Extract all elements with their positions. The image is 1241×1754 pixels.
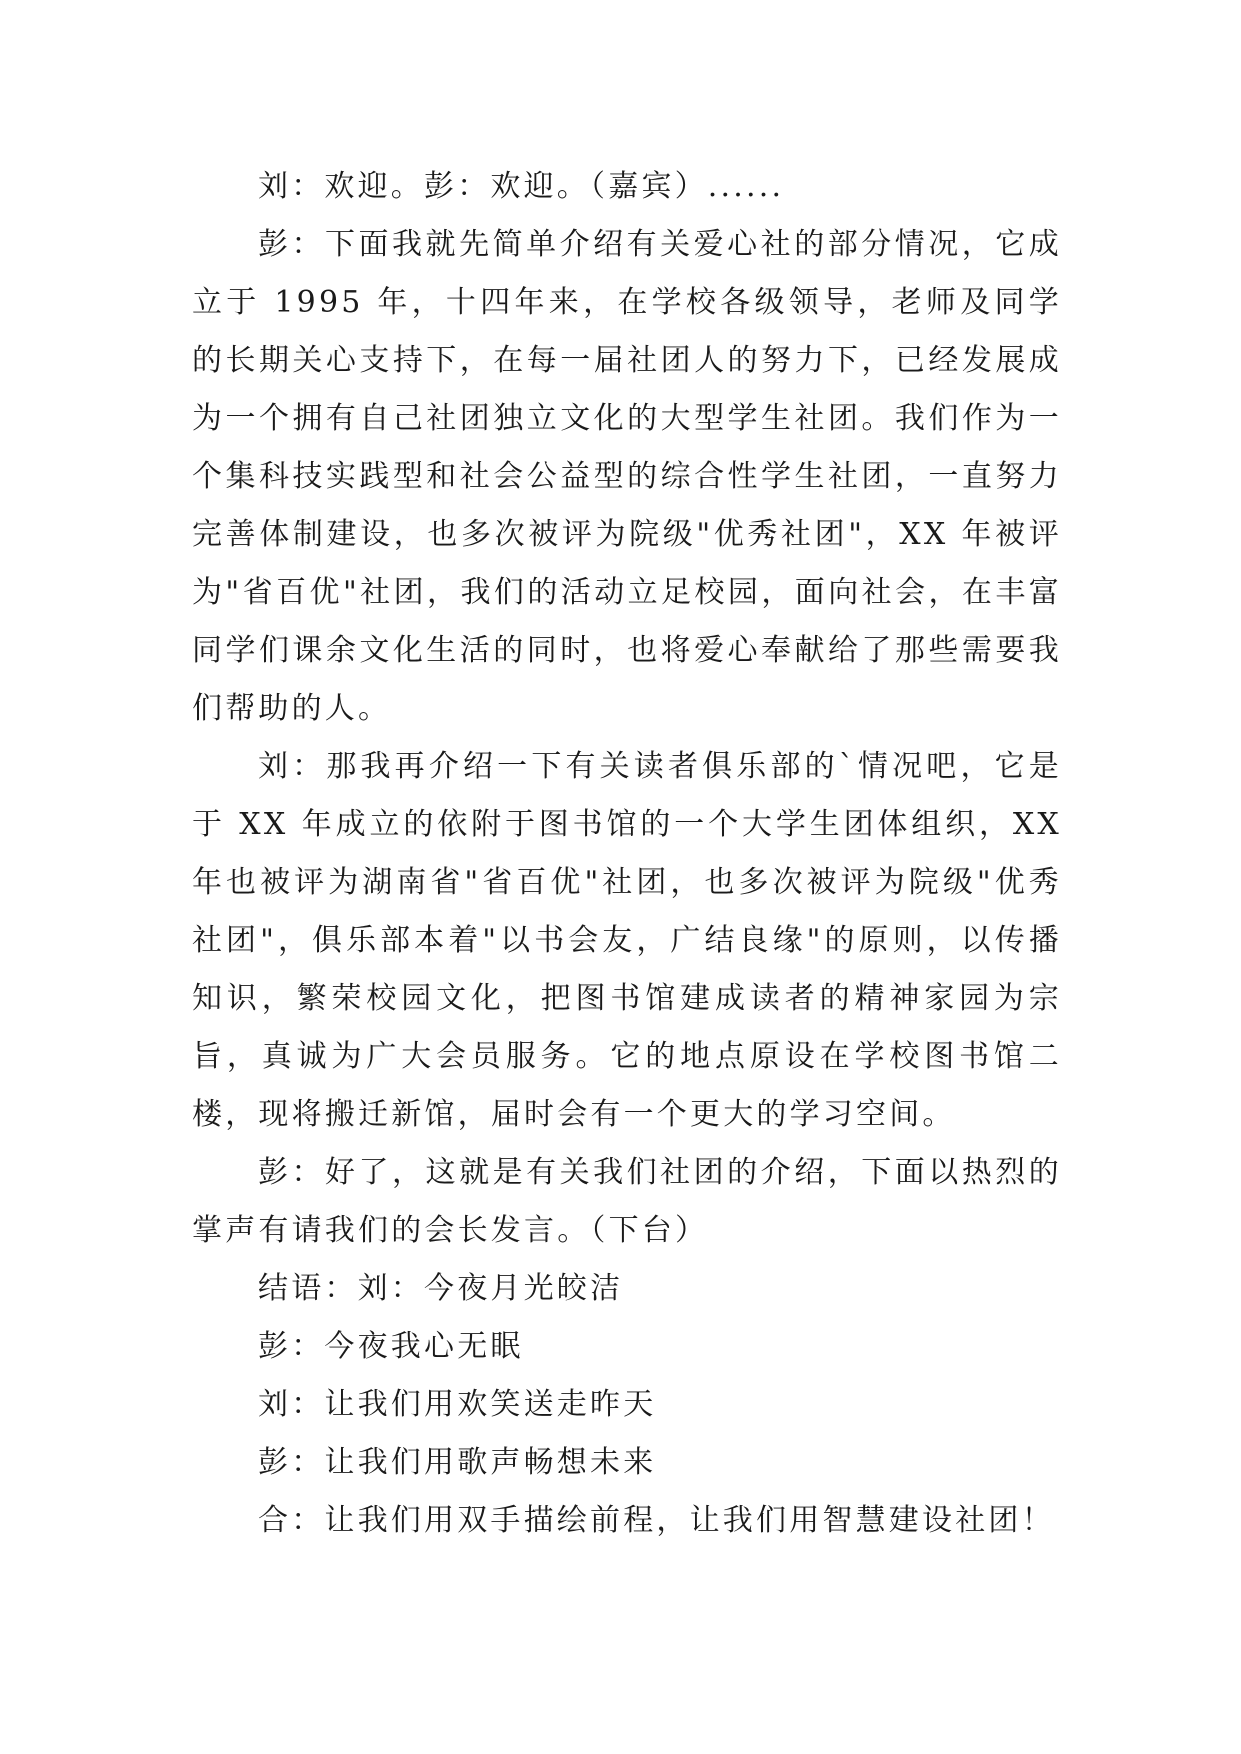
paragraph-closing-1: 结语：刘：今夜月光皎洁 xyxy=(258,1271,624,1306)
paragraph-president-invite: 彭：好了，这就是有关我们社团的介绍，下面以热烈的掌声有请我们的会长发言。（下台） xyxy=(192,1155,1062,1248)
paragraph-reader-club-intro: 刘：那我再介绍一下有关读者俱乐部的`情况吧，它是于 XX 年成立的依附于图书馆的一个大学生团体组织，XX 年也被评为湖南省"省百优"社团，也多次被评为院级"优秀社团"，俱乐部本着"以书会友，广结良缘"的原则，以传播知识，繁荣校园文化，把图书馆建成读者的精神家园为宗旨，真诚为广大会员服务。它的地点原设在学校图书馆二楼，现将搬迁新馆，届时会有一个更大的学习空间。 xyxy=(192,749,1062,1132)
paragraph-closing-5: 合：让我们用双手描绘前程，让我们用智慧建设社团！ xyxy=(258,1503,1055,1538)
paragraph-closing-4: 彭：让我们用歌声畅想未来 xyxy=(258,1445,657,1480)
paragraph-love-society-intro: 彭：下面我就先简单介绍有关爱心社的部分情况，它成立于 1995 年，十四年来，在学校各级领导，老师及同学的长期关心支持下，在每一届社团人的努力下，已经发展成为一个拥有自己社团独立文化的大型学生社团。我们作为一个集科技实践型和社会公益型的综合性学生社团，一直努力完善体制建设，也多次被评为院级"优秀社团"，XX 年被评为"省百优"社团，我们的活动立足校园，面向社会，在丰富同学们课余文化生活的同时，也将爱心奉献给了那些需要我们帮助的人。 xyxy=(192,227,1062,726)
document-body xyxy=(192,158,1062,1550)
paragraph-closing-2: 彭：今夜我心无眠 xyxy=(258,1329,524,1364)
paragraph-welcome: 刘：欢迎。彭：欢迎。（嘉宾）...... xyxy=(258,169,785,204)
paragraph-closing-3: 刘：让我们用欢笑送走昨天 xyxy=(258,1387,657,1422)
